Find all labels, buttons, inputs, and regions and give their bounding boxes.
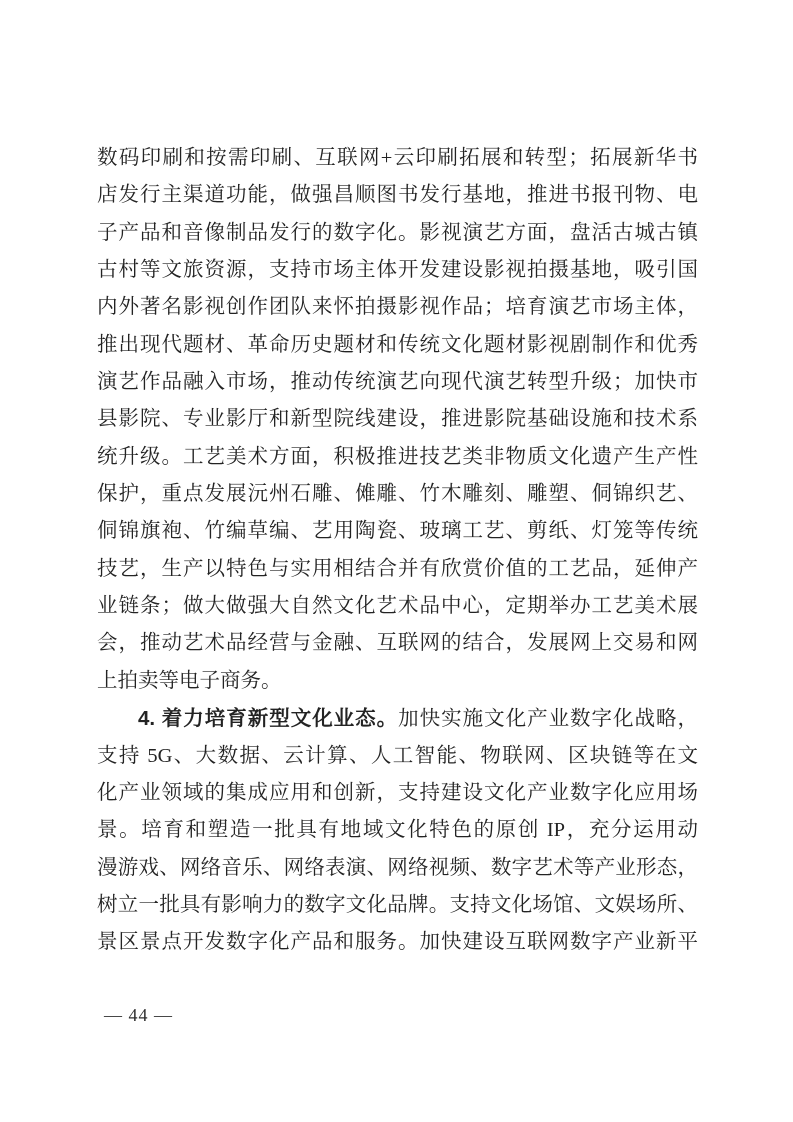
text-line: 景区景点开发数字化产品和服务。加快建设互联网数字产业新平 xyxy=(97,931,698,954)
text-line: 数码印刷和按需印刷、互联网+云印刷拓展和转型；拓展新华书 xyxy=(97,147,698,169)
text-line-paragraph-end: 上拍卖等电子商务。 xyxy=(97,669,282,692)
heading-line-rest: 加快实施文化产业数字化战略， xyxy=(398,708,698,731)
text-line: 内外著名影视创作团队来怀拍摄影视作品；培育演艺市场主体， xyxy=(97,296,698,319)
body-text xyxy=(97,140,698,962)
page-number: — 44 — xyxy=(104,1005,173,1025)
text-line: 业链条；做大做强大自然文化艺术品中心，定期举办工艺美术展 xyxy=(97,595,698,618)
text-line: 推出现代题材、革命历史题材和传统文化题材影视剧制作和优秀 xyxy=(97,333,698,356)
text-line: 县影院、专业影厅和新型院线建设，推进影院基础设施和技术系 xyxy=(97,408,698,431)
text-line: 化产业领域的集成应用和创新，支持建设文化产业数字化应用场 xyxy=(97,781,698,804)
text-line: 保护，重点发展沅州石雕、傩雕、竹木雕刻、雕塑、侗锦织艺、 xyxy=(97,483,698,506)
text-line: 统升级。工艺美术方面，积极推进技艺类非物质文化遗产生产性 xyxy=(97,445,698,468)
text-line: 侗锦旗袍、竹编草编、艺用陶瓷、玻璃工艺、剪纸、灯笼等传统 xyxy=(97,520,698,543)
text-line: 演艺作品融入市场，推动传统演艺向现代演艺转型升级；加快市 xyxy=(97,371,698,394)
text-line: 技艺，生产以特色与实用相结合并有欣赏价值的工艺品，延伸产 xyxy=(97,557,698,580)
text-line: 树立一批具有影响力的数字文化品牌。支持文化场馆、文娱场所、 xyxy=(97,893,698,916)
text-line: 店发行主渠道功能，做强昌顺图书发行基地，推进书报刊物、电 xyxy=(97,184,698,207)
text-line: 会，推动艺术品经营与金融、互联网的结合，发展网上交易和网 xyxy=(97,632,698,655)
text-line: 古村等文旅资源，支持市场主体开发建设影视拍摄基地，吸引国 xyxy=(97,259,698,282)
text-line: 支持 5G、大数据、云计算、人工智能、物联网、区块链等在文 xyxy=(97,744,698,767)
text-line: 漫游戏、网络音乐、网络表演、网络视频、数字艺术等产业形态， xyxy=(97,856,698,879)
paragraph-heading-line xyxy=(97,700,698,737)
text-line: 景。培育和塑造一批具有地域文化特色的原创 IP，充分运用动 xyxy=(97,819,698,842)
text-line: 子产品和音像制品发行的数字化。影视演艺方面，盘活古城古镇 xyxy=(97,221,698,244)
section-heading: 4. 着力培育新型文化业态。 xyxy=(138,707,399,731)
